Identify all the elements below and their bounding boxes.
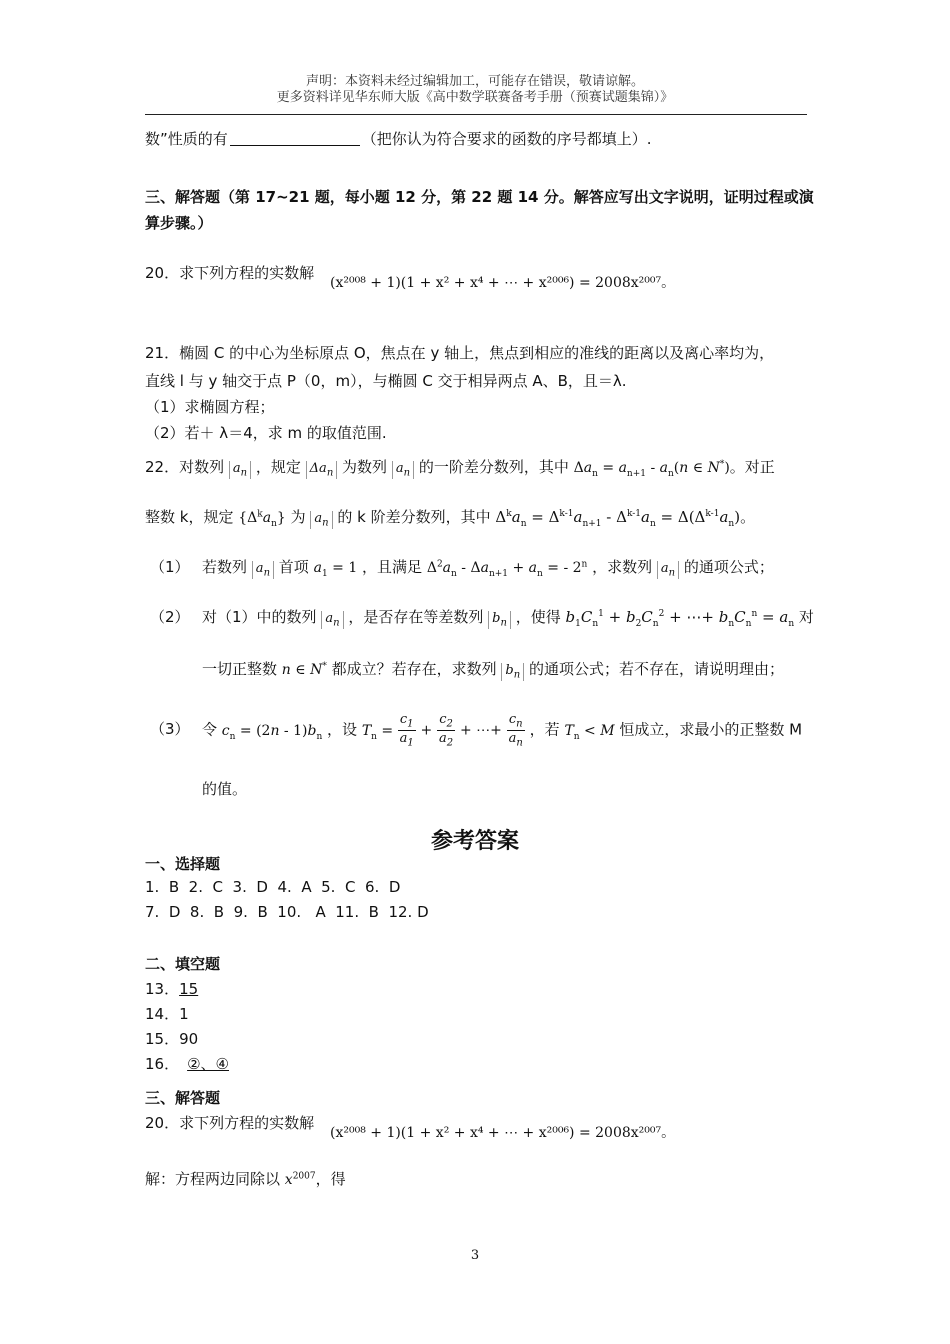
q20-label: 20．求下列方程的实数解 (145, 264, 315, 282)
answer-q20-equation-text: (x²⁰⁰⁸ + 1)(1 + x² + x⁴ + ⋯ + x²⁰⁰⁶) = 2008x²⁰⁰⁷ (330, 1125, 662, 1141)
carryover-pre: 数”性质的有 (145, 130, 228, 148)
header-reference: 更多资料详见华东师大版《高中数学联赛备考手册（预赛试题集锦）》 (276, 90, 674, 105)
kth-diff-formula: $\Delta^ka_n = \Delta^{k-1}a_{n+1} - \Delta^{k-1}a_n = \Delta(\Delta^{k-1}a_n)$ (495, 508, 741, 529)
carryover-line (145, 128, 652, 149)
q22-l2-b: 为 (290, 508, 306, 526)
q22-s3-line1 (202, 712, 802, 748)
t-bound: $T_n < M$ (564, 722, 615, 742)
q22-s2-line1 (202, 606, 814, 629)
mc-line1: 1. B 2. C 3. D 4. A 5. C 6. D (145, 878, 401, 896)
fill-title: 二、填空题 (145, 955, 221, 973)
q22-l1-b: ，规定 (255, 458, 301, 476)
q22-l1-c: 为数列 (342, 458, 388, 476)
q22-s3-d: 恒成立，求最小的正整数 M (619, 720, 803, 739)
q22-s2-f: 都成立？若存在，求数列 (331, 660, 497, 678)
answer-blank (230, 131, 360, 146)
q22-s3-num: （3） (150, 720, 190, 738)
first-diff-formula: $\Delta a_n = a_{n+1} - a_n(n$ ∈ N*) (573, 459, 730, 479)
frac-c2-a2: $\frac{c_2}{a_2}$ (439, 712, 454, 749)
fill-13-label: 13． (145, 980, 180, 998)
answer-q20-end: 。 (661, 1125, 676, 1141)
plus-dots: + ⋯+ (459, 722, 502, 739)
q22-l1-a: 22．对数列 (145, 458, 225, 476)
fill-15: 15．90 (145, 1030, 199, 1048)
q22-s1-a: 若数列 (202, 558, 248, 576)
q22-s3-c: ，若 (529, 720, 560, 739)
q20-equation-text: (x²⁰⁰⁸ + 1)(1 + x² + x⁴ + ⋯ + x²⁰⁰⁶) = 2008x²⁰⁰⁷ (330, 275, 662, 291)
fill-16-label: 16． (145, 1055, 180, 1073)
q22-s1-e: 的通项公式； (683, 558, 774, 576)
answer-q20-label: 20．求下列方程的实数解 (145, 1114, 315, 1132)
q22-l2-a: 整数 k，规定 (145, 508, 234, 526)
q22-s3-line2: 的值。 (202, 780, 248, 798)
q22-s2-b: ，是否存在等差数列 (348, 608, 484, 626)
q22-s1-num: （1） (150, 558, 190, 576)
fill-13-value: 15 (179, 980, 199, 998)
q22-s2-e: 一切正整数 (202, 660, 278, 678)
frac-c1-a1: $\frac{c_1}{a_1}$ (399, 712, 414, 749)
q22-s1-c: ，且满足 (362, 558, 423, 576)
q21-line2: 直线 l 与 y 轴交于点 P（0，m），与椭圆 C 交于相异两点 A、B，且＝λ. (145, 372, 627, 390)
mc-title: 一、选择题 (145, 855, 221, 873)
q22-s3-b: ，设 (327, 720, 358, 739)
q22-l1-d: 的一阶差分数列，其中 (418, 458, 569, 476)
section3-title-line1: 三、解答题（第 17~21 题，每小题 12 分，第 22 题 14 分。解答应写出文字说明，证明过程或演 (145, 188, 814, 206)
q22-s2-g: 的通项公式；若不存在，请说明理由； (528, 660, 784, 678)
page-number: 3 (470, 1248, 480, 1263)
seq-b: $b_n$ (501, 663, 524, 681)
q22-s3-a: 令 (202, 720, 218, 739)
q21-sub2: （2）若＋ λ＝4，求 m 的取值范围. (145, 424, 387, 442)
q22-s2-num: （2） (150, 608, 190, 626)
seq-a: $a_n$ (310, 511, 332, 529)
c-def: $c_n = (2n - 1)b_n$ (221, 722, 323, 742)
solution-line (145, 1168, 346, 1189)
fill-16 (145, 1053, 243, 1074)
q20-equation (330, 272, 675, 292)
q22-line1 (145, 456, 775, 479)
answer-q20-equation (330, 1122, 675, 1142)
frac-cn-an: $\frac{c_n}{a_n}$ (508, 712, 523, 749)
plus-sign: + (420, 722, 433, 739)
seq-delta-a: $\Delta a_n$ (306, 461, 338, 479)
seq-b: $b_n$ (488, 611, 511, 629)
section3-title-line2: 算步骤。） (145, 214, 213, 232)
fill-16-value: ②、④ (187, 1055, 229, 1073)
seq-a: $a_n$ (392, 461, 414, 479)
q22-l2-e: 。 (740, 508, 756, 526)
fill-14: 14．1 (145, 1005, 189, 1023)
header-rule (145, 114, 807, 115)
q22-s2-c: ，使得 (515, 608, 561, 626)
seq-a: $a_n$ (252, 561, 274, 579)
n-in-N: n ∈ N* (281, 661, 327, 678)
q22-s1-b: 首项 (278, 558, 309, 576)
answers-title: 参考答案 (430, 829, 519, 854)
q20-end: 。 (661, 275, 676, 291)
q22-l1-e: 。对正 (729, 458, 775, 476)
t-def: $T_n$ = (361, 722, 398, 742)
mc-line2: 7. D 8. B 9. B 10. A 11. B 12. D (145, 903, 429, 921)
solution-a: 解：方程两边同除以 (145, 1170, 281, 1188)
kth-diff-set: $\{\Delta^ka_n\}$ (238, 509, 286, 529)
header-disclaimer: 声明：本资料未经过编辑加工，可能存在错误，敬请谅解。 (305, 74, 644, 89)
fill-13 (145, 978, 198, 999)
carryover-post: （把你认为符合要求的函数的序号都填上）. (361, 130, 652, 148)
q22-l2-c: 的 k 阶差分数列，其中 (337, 508, 491, 526)
recurrence-condition: $\Delta^2a_n - \Delta a_{n+1} + a_n$ = - 2$^n$ (426, 559, 588, 579)
q22-line2 (145, 506, 755, 529)
first-term: $a_1 = 1$ (313, 560, 358, 579)
seq-a: $a_n$ (229, 461, 251, 479)
seq-a: $a_n$ (657, 561, 679, 579)
binomial-sum: $b_1C_n^1 + b_2C_n^2$ + ⋯+ $b_nC_n^n = a_n$ (565, 608, 795, 629)
q22-s2-d: 对 (798, 608, 814, 626)
seq-a: $a_n$ (321, 611, 343, 629)
q21-line1: 21．椭圆 C 的中心为坐标原点 O，焦点在 y 轴上，焦点到相应的准线的距离以及离心率均为， (145, 344, 775, 362)
q22-s2-line2 (202, 658, 784, 681)
x-power-2007: $x^{2007}$ (284, 1171, 316, 1188)
solution-b: ，得 (315, 1170, 346, 1188)
q22-s1-d: ，求数列 (592, 558, 653, 576)
q21-sub1: （1）求椭圆方程； (145, 398, 275, 416)
solve-title: 三、解答题 (145, 1089, 221, 1107)
q22-s2-a: 对（1）中的数列 (202, 608, 317, 626)
q22-s1 (202, 556, 774, 579)
